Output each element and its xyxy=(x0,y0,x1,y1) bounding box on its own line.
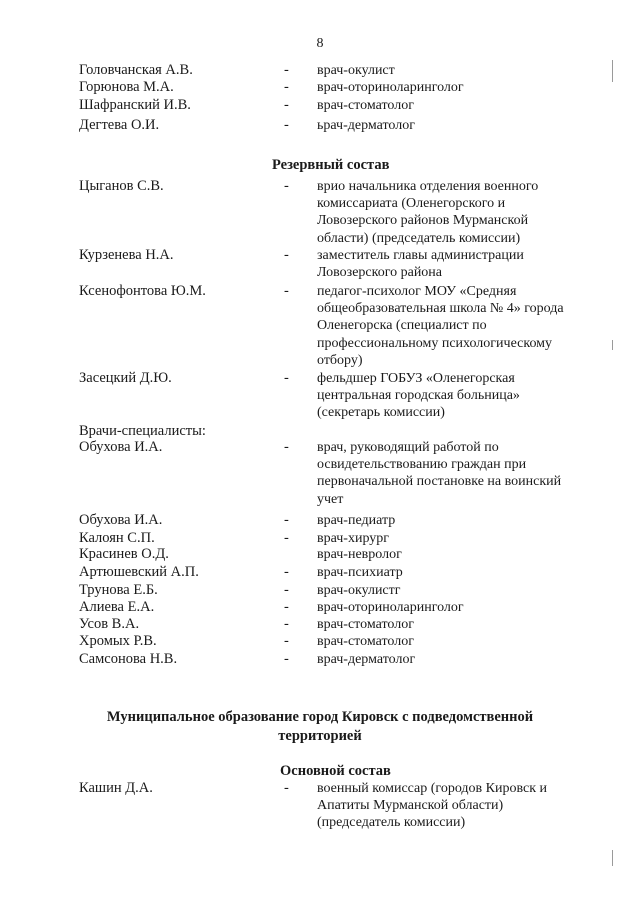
description-line: врач-стоматолог xyxy=(317,634,414,649)
position-description xyxy=(317,178,592,247)
scan-margin-mark xyxy=(612,850,613,866)
dash-separator: - xyxy=(284,512,289,528)
person-name: Горюнова М.А. xyxy=(79,79,174,95)
description-line: врач-окулистг xyxy=(317,583,401,598)
position-description xyxy=(317,633,592,650)
description-line: области) (председатель комиссии) xyxy=(317,230,521,246)
position-description xyxy=(317,616,592,633)
person-name: Хромых Р.В. xyxy=(79,633,157,649)
person-name: Ксенофонтова Ю.М. xyxy=(79,283,206,299)
person-name: Шафранский И.В. xyxy=(79,97,191,113)
description-line: заместитель главы администрации xyxy=(317,248,524,263)
position-description xyxy=(317,97,592,114)
page-number: 8 xyxy=(316,36,324,51)
dash-separator: - xyxy=(284,582,289,598)
position-description xyxy=(317,370,592,422)
position-description xyxy=(317,564,592,581)
position-description xyxy=(317,62,592,79)
position-description xyxy=(317,780,592,832)
description-line: военный комиссар (городов Кировск и xyxy=(317,781,548,796)
description-line: врач-стоматолог xyxy=(317,617,414,632)
main-heading: Основной состав xyxy=(280,763,391,779)
person-name: Самсонова Н.В. xyxy=(79,651,178,667)
description-line: врио начальника отделения военного xyxy=(317,179,539,194)
position-description xyxy=(317,546,592,563)
position-description xyxy=(317,247,592,281)
description-line: врач, руководящий работой по xyxy=(317,440,499,455)
person-name: Курзенева Н.А. xyxy=(79,247,174,263)
position-description xyxy=(317,439,592,508)
description-line: Ловозерского районов Мурманской xyxy=(317,213,529,229)
description-line: отбору) xyxy=(317,352,363,368)
dash-separator: - xyxy=(284,439,289,455)
dash-separator: - xyxy=(284,283,289,299)
description-line: Ловозерского района xyxy=(317,265,443,281)
dash-separator: - xyxy=(284,530,289,546)
dash-separator: - xyxy=(284,633,289,649)
description-line: врач-психиатр xyxy=(317,565,403,580)
description-line: врач-оториноларинголог xyxy=(317,600,464,615)
municipality-title xyxy=(90,708,550,746)
position-description xyxy=(317,79,592,96)
description-line: освидетельствованию граждан при xyxy=(317,457,527,473)
dash-separator: - xyxy=(284,370,289,386)
person-name: Калоян С.П. xyxy=(79,530,155,546)
reserve-heading: Резервный состав xyxy=(272,157,390,173)
person-name: Дегтева О.И. xyxy=(79,117,160,133)
person-name: Алиева Е.А. xyxy=(79,599,155,615)
description-line: общеобразовательная школа № 4» города xyxy=(317,301,564,317)
person-name: Засецкий Д.Ю. xyxy=(79,370,172,386)
person-name: Усов В.А. xyxy=(79,616,140,632)
person-name: Артюшевский А.П. xyxy=(79,564,199,580)
description-line: (председатель комиссии) xyxy=(317,815,466,831)
person-name: Обухова И.А. xyxy=(79,439,163,455)
position-description xyxy=(317,117,592,134)
description-line: педагог-психолог МОУ «Средняя xyxy=(317,284,517,299)
position-description xyxy=(317,283,592,369)
description-line: первоначальной постановке на воинский xyxy=(317,474,562,490)
dash-separator: - xyxy=(284,62,289,78)
specialists-label: Врачи-специалисты: xyxy=(79,423,206,439)
dash-separator: - xyxy=(284,616,289,632)
dash-separator: - xyxy=(284,178,289,194)
person-name: Красинев О.Д. xyxy=(79,546,169,562)
description-line: врач-стоматолог xyxy=(317,98,414,113)
position-description xyxy=(317,582,592,599)
description-line: Апатиты Мурманской области) xyxy=(317,798,504,814)
dash-separator: - xyxy=(284,247,289,263)
description-line: фельдшер ГОБУЗ «Оленегорская xyxy=(317,371,515,386)
position-description xyxy=(317,530,592,547)
position-description xyxy=(317,512,592,529)
description-line: (секретарь комиссии) xyxy=(317,405,445,421)
description-line: врач-окулист xyxy=(317,63,395,78)
dash-separator: - xyxy=(284,564,289,580)
description-line: ьрач-дерматолог xyxy=(317,118,415,133)
description-line: врач-хирург xyxy=(317,531,390,546)
person-name: Трунова Е.Б. xyxy=(79,582,158,598)
description-line: врач-педиатр xyxy=(317,513,396,528)
position-description xyxy=(317,651,592,668)
municipality-title-line: территорией xyxy=(278,728,362,744)
description-line: профессиональному психологическому xyxy=(317,335,553,351)
description-line: центральная городская больница» xyxy=(317,388,520,404)
dash-separator: - xyxy=(284,651,289,667)
dash-separator: - xyxy=(284,780,289,796)
description-line: учет xyxy=(317,491,344,507)
description-line: врач-дерматолог xyxy=(317,652,416,667)
person-name: Кашин Д.А. xyxy=(79,780,153,796)
description-line: Оленегорска (специалист по xyxy=(317,318,487,334)
description-line: врач-оториноларинголог xyxy=(317,80,464,95)
description-line: врач-невролог xyxy=(317,547,402,562)
person-name: Цыганов С.В. xyxy=(79,178,164,194)
position-description xyxy=(317,599,592,616)
description-line: комиссариата (Оленегорского и xyxy=(317,196,506,212)
dash-separator: - xyxy=(284,79,289,95)
dash-separator: - xyxy=(284,117,289,133)
dash-separator: - xyxy=(284,97,289,113)
scan-margin-mark xyxy=(612,60,613,82)
person-name: Обухова И.А. xyxy=(79,512,163,528)
municipality-title-line: Муниципальное образование город Кировск с подведомственной xyxy=(106,709,534,725)
dash-separator: - xyxy=(284,599,289,615)
scan-margin-mark xyxy=(612,340,613,350)
person-name: Головчанская А.В. xyxy=(79,62,193,78)
